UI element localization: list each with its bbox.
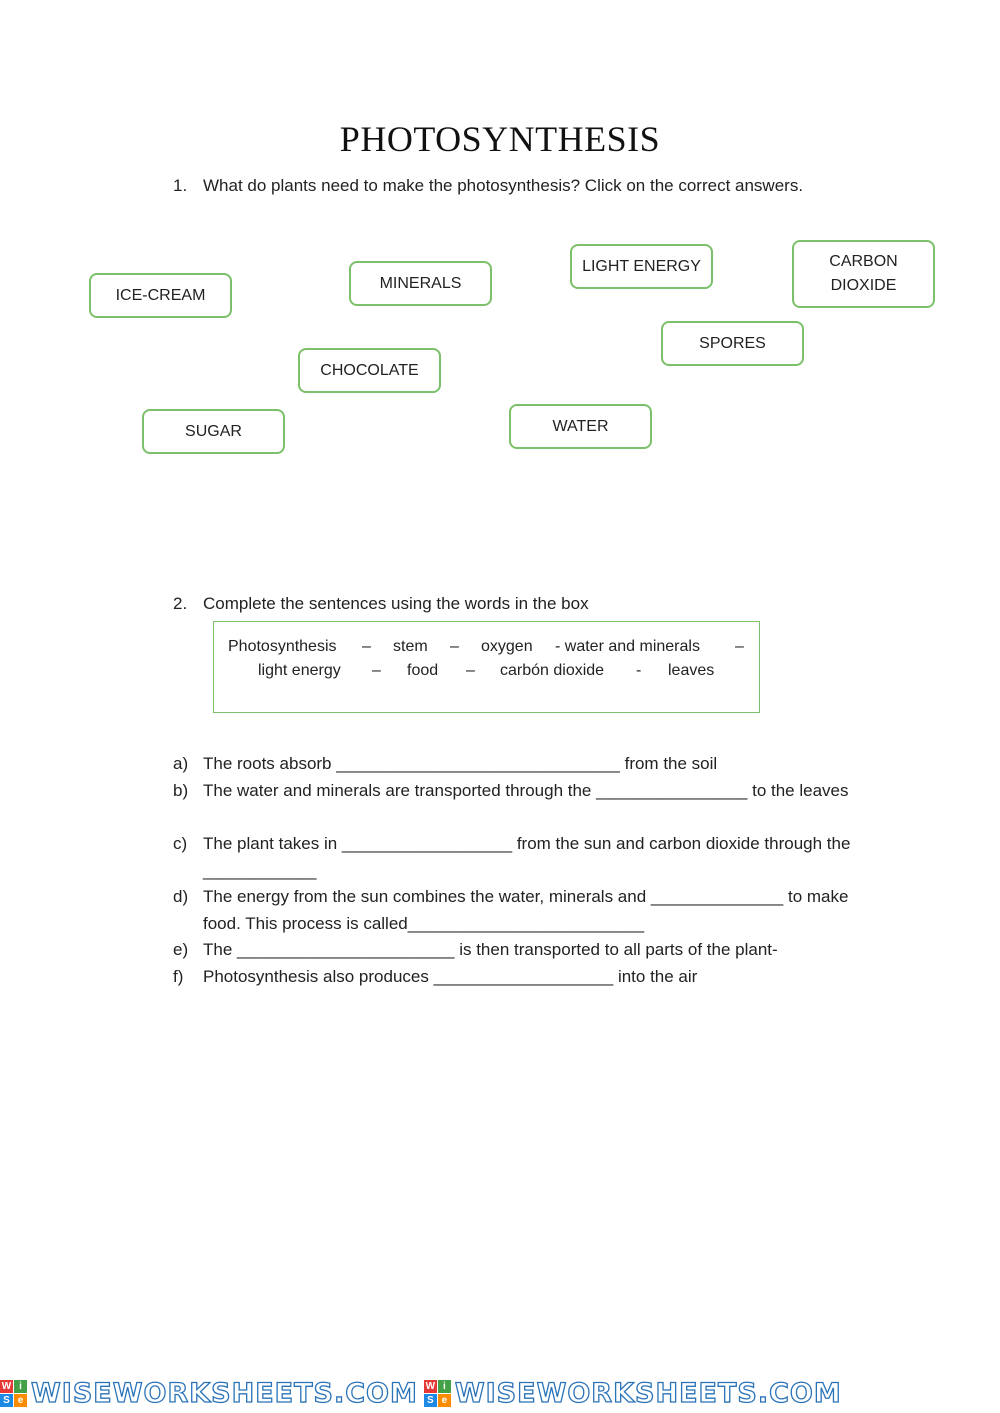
sentence-label: a) (173, 754, 189, 773)
logo-letter: S (424, 1394, 437, 1407)
footer-brand-bar (0, 1374, 1000, 1413)
word: - water and minerals (555, 638, 700, 655)
word-separator: – (450, 638, 459, 655)
page-title: PHOTOSYNTHESIS (339, 119, 661, 159)
question-2-number: 2. (173, 594, 188, 613)
option-light-energy[interactable] (570, 244, 713, 289)
sentence-label: d) (173, 887, 189, 906)
option-water[interactable] (509, 404, 652, 449)
brand-logo (424, 1378, 842, 1409)
logo-letter: e (438, 1394, 451, 1407)
word: oxygen (481, 638, 533, 655)
word: leaves (668, 662, 715, 679)
brand-logo (0, 1378, 418, 1409)
option-label: WATER (552, 417, 609, 435)
sentence-label: b) (173, 781, 189, 800)
word-separator: – (466, 662, 475, 679)
word: stem (393, 638, 428, 655)
logo-letter: i (438, 1380, 451, 1393)
logo-icon (0, 1380, 27, 1407)
question-1-number: 1. (173, 176, 188, 195)
logo-letter: W (1, 1381, 12, 1392)
logo-letter: e (14, 1394, 27, 1407)
brand-text: WISEWORKSHEETS.COM (31, 1378, 418, 1409)
option-chocolate[interactable] (298, 348, 441, 393)
brand-text: WISEWORKSHEETS.COM (454, 1378, 842, 1409)
option-ice-cream[interactable] (89, 273, 232, 318)
sentence-label: c) (173, 834, 188, 853)
option-spores[interactable] (661, 321, 804, 366)
option-label: CARBON DIOXIDE (829, 253, 898, 294)
word-separator: – (362, 638, 371, 655)
option-label: ICE-CREAM (115, 286, 206, 304)
question-2 (173, 594, 589, 614)
option-label: MINERALS (379, 274, 462, 292)
sentence-text: The energy from the sun combines the water, minerals and ______________ to make food. This process is called_________________________ (203, 887, 849, 933)
logo-icon (424, 1380, 451, 1407)
word-separator: – (735, 638, 744, 655)
sentence-text: Photosynthesis also produces ___________________ into the air (203, 967, 698, 986)
sentence-text: The roots absorb ______________________________ from the soil (203, 754, 718, 773)
option-label: SUGAR (185, 422, 242, 440)
sentence-text: The _______________________ is then transported to all parts of the plant- (203, 940, 778, 959)
word: light energy (258, 662, 341, 679)
word-separator: – (372, 662, 381, 679)
word-separator: - (636, 662, 642, 679)
option-label: CHOCOLATE (320, 361, 419, 379)
option-label: SPORES (699, 334, 766, 352)
sentence-text: The water and minerals are transported through the ________________ to the leaves (203, 781, 849, 800)
option-carbon-dioxide[interactable] (792, 240, 935, 308)
logo-letter: S (0, 1394, 13, 1407)
sentence-text: The plant takes in __________________ from the sun and carbon dioxide through the ____________ (203, 834, 851, 880)
question-1 (173, 176, 803, 196)
word: carbón dioxide (500, 662, 605, 679)
logo-letter: W (425, 1381, 436, 1392)
question-2-text: Complete the sentences using the words in the box (203, 594, 589, 613)
sentence-label: f) (173, 967, 184, 986)
sentence-label: e) (173, 940, 189, 959)
logo-letter: i (14, 1380, 27, 1393)
option-sugar[interactable] (142, 409, 285, 454)
option-label: LIGHT ENERGY (582, 257, 701, 275)
word: Photosynthesis (228, 638, 337, 655)
question-1-text: What do plants need to make the photosynthesis? Click on the correct answers. (203, 176, 804, 195)
word: food (407, 662, 439, 679)
option-minerals[interactable] (349, 261, 492, 306)
